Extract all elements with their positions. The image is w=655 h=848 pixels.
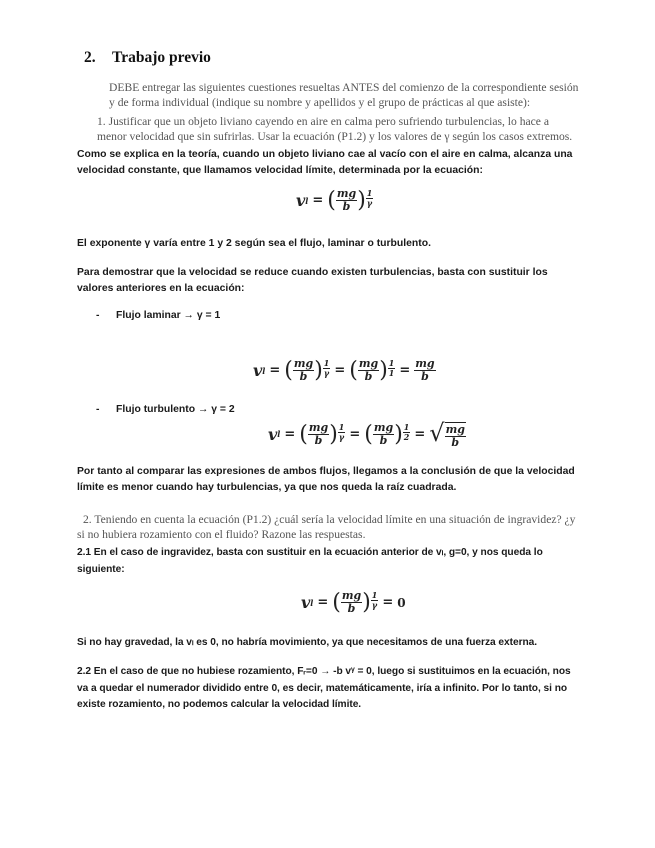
intro-paragraph: DEBE entregar las siguientes cuestiones resueltas ANTES del comienzo de la correspondiente sesión y de forma individual (indique su nombre y apellidos y el grupo de prácticas al que asiste): (109, 81, 579, 109)
eq-equals: = (399, 363, 411, 378)
eq-numerator: mg (308, 420, 329, 434)
eq-sub-l: l (305, 195, 309, 206)
exponent-text: El exponente γ varía entre 1 y 2 según sea el flujo, laminar o turbulento. (77, 238, 431, 249)
equation-turbulent: v l = ( $\frac{mg}{b}$ ) $\frac{1}{\gamma}$ = ( $\frac{mg}{b}$ ) $\frac{1}{2}$ = √ $\frac{mg}{b}$ (268, 419, 465, 449)
eq-equals: = (312, 193, 324, 208)
eq-zero: 0 (397, 595, 406, 610)
eq-exp-den: γ (366, 198, 373, 208)
eq-v: v (268, 424, 278, 444)
eq-equals: = (334, 363, 346, 378)
eq-denominator: b (347, 602, 356, 615)
eq-numerator: mg (415, 357, 435, 370)
eq-numerator: mg (336, 187, 357, 200)
eq-exp-num: 1 (388, 358, 395, 368)
eq-denominator: b (314, 433, 323, 447)
bullet-turbulent-text: Flujo turbulento → γ = 2 (116, 404, 235, 415)
eq-equals: = (317, 595, 329, 610)
eq-v: v (296, 191, 306, 210)
eq-numerator: mg (293, 357, 314, 370)
answer-2-1: 2.1 En el caso de ingravidez, basta con sustituir en la ecuación anterior de vₗ, g=0, y nos queda lo siguiente: (77, 547, 543, 575)
eq-v: v (253, 361, 263, 380)
question-2: 2. Teniendo en cuenta la ecuación (P1.2) ¿cuál sería la velocidad límite en una situación de ingravidez? ¿y si no hubiera rozamiento con el fluido? Razone las respuestas. (77, 513, 576, 541)
bullet-laminar-text: Flujo laminar → γ = 1 (116, 310, 221, 321)
bullet-turbulent (96, 404, 235, 415)
eq-exp-den: 2 (403, 431, 410, 442)
eq-exp-den: 1 (388, 368, 395, 378)
eq-denominator: b (364, 370, 373, 383)
eq-denominator: b (379, 433, 388, 447)
section-title (84, 49, 211, 67)
section-title-text: Trabajo previo (112, 49, 211, 66)
eq-exp-num: 1 (338, 421, 345, 432)
eq-sub-l: l (262, 365, 266, 376)
eq-exp-num: 1 (366, 188, 373, 198)
question-1: 1. Justificar que un objeto liviano cayendo en aire en calma pero sufriendo turbulencias, lo hace a menor velocidad que sin sufrirlas. Usar la ecuación (P1.2) y los valores de γ según los casos extremos. (97, 115, 573, 143)
section-number: 2. (84, 49, 96, 66)
answer-1-intro: Como se explica en la teoría, cuando un objeto liviano cae al vacío con el aire en calma, alcanza una velocidad constante, que llamamos velocidad límite, determinada por la ecuación: (77, 149, 573, 176)
eq-numerator: mg (445, 423, 465, 436)
eq-exp-den: γ (323, 368, 330, 378)
eq-exp-num: 1 (371, 590, 378, 600)
eq-exp-den: γ (371, 600, 378, 610)
eq-equals: = (284, 426, 296, 442)
eq-exp-den: γ (338, 431, 345, 442)
demo-text: Para demostrar que la velocidad se reduce cuando existen turbulencias, basta con sustituir los valores anteriores en la ecuación: (77, 267, 548, 294)
eq-denominator: b (342, 200, 351, 213)
eq-exp-num: 1 (403, 421, 410, 432)
eq-equals: = (382, 595, 394, 610)
eq-equals: = (269, 363, 281, 378)
eq-sub-l: l (277, 429, 281, 439)
sqrt-symbol: √ $\frac{mg}{b}$ (429, 419, 465, 449)
eq-exp-num: 1 (323, 358, 330, 368)
eq-numerator: mg (373, 420, 394, 434)
equation-ingravidez: v l = ( $\frac{mg}{b}$ ) $\frac{1}{\gamma}$ = 0 (301, 589, 406, 615)
bullet-dash: - (96, 404, 100, 415)
equation-laminar: v l = ( $\frac{mg}{b}$ ) $\frac{1}{\gamma}$ = ( $\frac{mg}{b}$ ) $\frac{1}{1}$ = $\frac{mg}{b}$ (253, 357, 435, 383)
eq-denominator: b (451, 436, 460, 449)
eq-equals: = (414, 426, 426, 442)
eq-sub-l: l (310, 597, 314, 608)
answer-2-2: 2.2 En el caso de que no hubiese rozamiento, Fᵣ=0 → -b vᵞ = 0, luego si sustituimos en la ecuación, nos va a quedar el numerador dividido entre 0, es decir, matemáticamente, iría a infinito. Por lo tanto, si no existe rozamiento, no podemos calcular la velocidad límite. (77, 666, 571, 710)
bullet-laminar (96, 310, 220, 321)
eq-denominator: b (299, 370, 308, 383)
equation-velocity-limit: v l = ( $\frac{mg}{b}$ ) $\frac{1}{\gamma}$ (296, 187, 373, 213)
bullet-dash: - (96, 310, 100, 321)
eq-numerator: mg (341, 589, 362, 602)
eq-numerator: mg (358, 357, 379, 370)
eq-v: v (301, 593, 311, 612)
conclusion-1: Por tanto al comparar las expresiones de ambos flujos, llegamos a la conclusión de que la velocidad límite es menor cuando hay turbulencias, ya que nos queda la raíz cuadrada. (77, 466, 575, 493)
answer-2-1-conclusion: Si no hay gravedad, la vₗ es 0, no habría movimiento, ya que necesitamos de una fuerza externa. (77, 637, 538, 648)
eq-denominator: b (421, 370, 429, 383)
eq-equals: = (349, 426, 361, 442)
